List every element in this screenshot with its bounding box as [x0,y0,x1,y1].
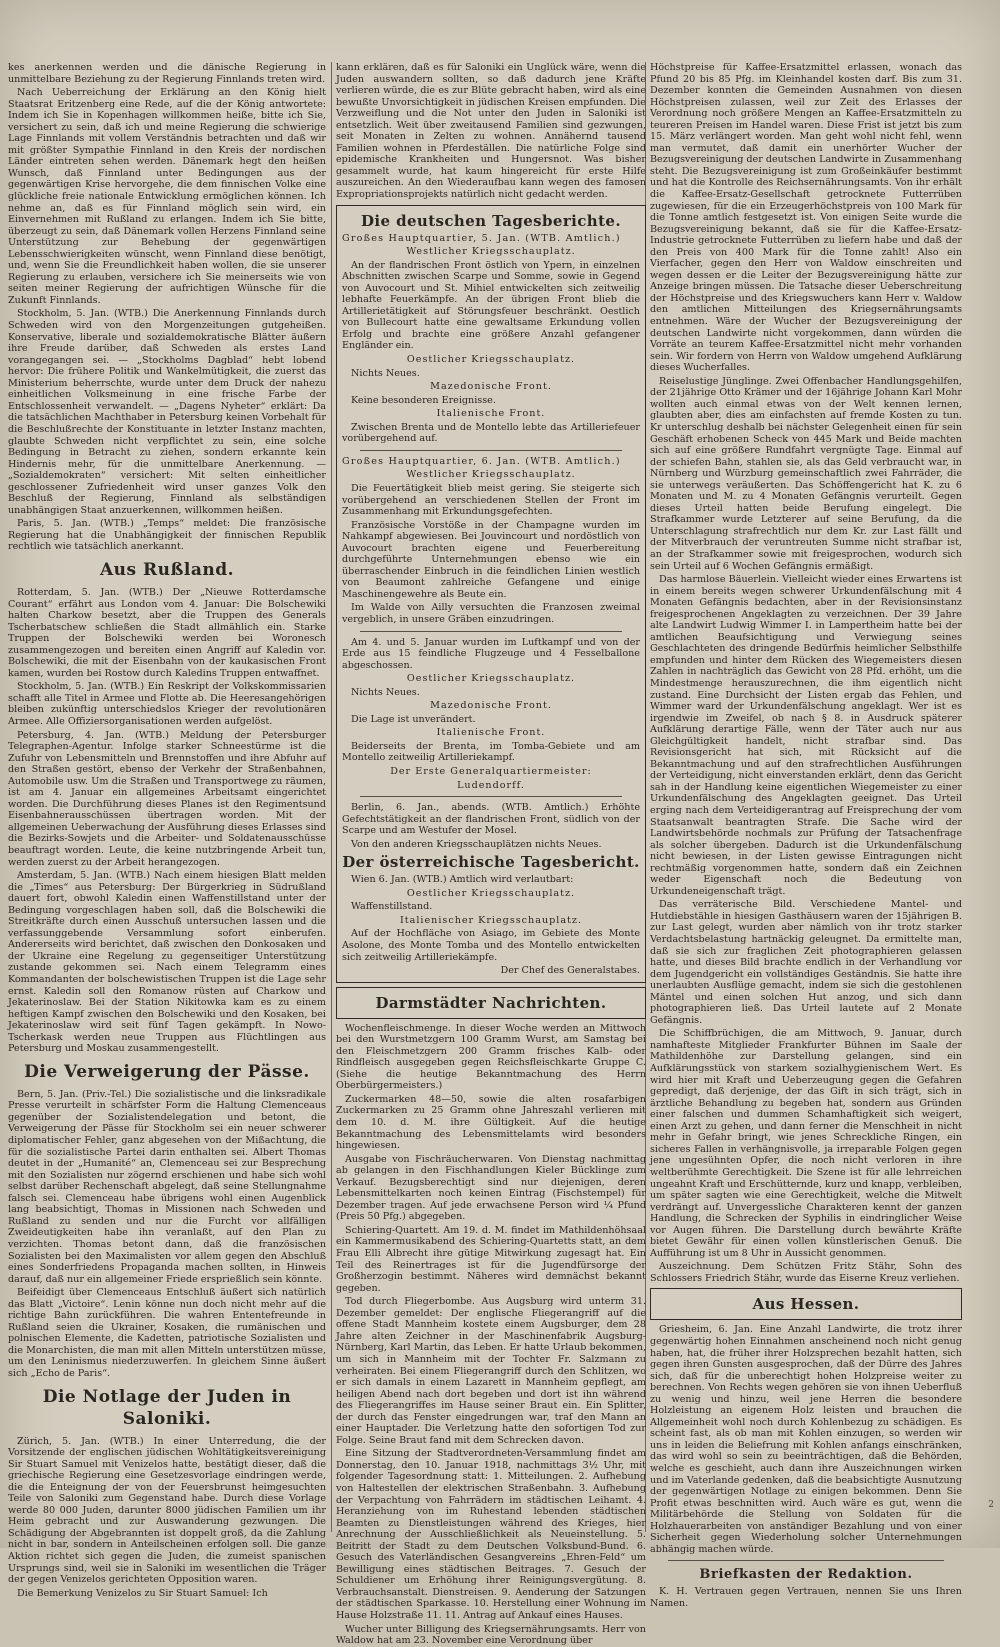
report-paragraph: Zwischen Brenta und de Montello lebte das Artilleriefeuer vorübergehend auf. [342,421,640,445]
section-heading-russland: Aus Rußland. [99,559,235,580]
column-rule [331,62,332,1532]
report-dateline: Großes Hauptquartier, 6. Jan. (WTB. Amtlich.) [342,455,621,467]
article-paragraph: Das harmlose Bäuerlein. Vielleicht wieder eines Erwartens ist in einem bereits wegen schwerer Urkundenfälschung mit 4 Monaten Gefängnis bedachten, aber in der Revisionsinstanz freigesprochenen Angeklagten zu verzeichnen. Der 39 Jahre alte Landwirt Ludwig Wimmer I. in Lampertheim hatte bei der amtlichen Beaufsichtigung und Verwiegung seines Geschlachteten des dringende Bedürfnis heimlicher Selbsthilfe empfunden und hinter dem Rücken des Wiegemeisters diesen Zahlen in nachträglich das Gewicht von 28 Pfd. erhöht, um die Mindestmenge herauszurechnen, die ihm eigentlich nicht zustand. Eine Durchsicht der Listen ergab das Fehlen, und Wimmer ward der Urkundenfälschung angeklagt. Wer ist es irgendwie im Zweifel, ob nach § 8. in Ausdruck späterer Aufklärung derartige Fälle, wenn der Täter auch nur aus Gleichgültigkeit handelt, nicht strafbar sind. Das Revisionsgericht hat sich, mit Rücksicht auf die Bekanntmachung und auf den strafrechtlichen Ausführungen der Verteidigung, nicht einverstanden erklärt, denn das Gericht sah in der Handlung keine eigentlichen Wiegemeister zu einer Urkundenfälschung des Angeklagten geeignet. Das Urteil erging nach dem Verteidigerantrag auf Freisprechung der vom Staatsanwalt beantragten Strafe. Die Sache wird der Landwirtsbehörde nochmals zur Prüfung der Tatsachenfrage als solcher übergeben. Dadurch ist die Urkundenfälschung nicht bewiesen, in der Listen gewisse Eintragungen nicht rechtmäßig vorgenommen hatte, sondern daß ein Zeichnen weder Eigenschaft noch die Bedeutung von Urkundeneigenschaft trägt. [650,574,962,897]
article-paragraph: Nach Ueberreichung der Erklärung an den König hielt Staatsrat Eritzenberg eine Rede, auf die der König antwortete: Indem ich Sie in Kopenhagen willkommen heiße, bitte ich Sie, versichert zu sein, daß ich und meine Regierung die schwierige Lage Finnlands mit vollem Verständnis betrachten und daß wir mit größter Sympathie Finnland in den Kreis der nordischen Länder eintreten sehen werden. Dänemark hegt den heißen Wunsch, daß Finnland unter Bedingungen aus der gegenwärtigen Krise hervorgehe, die dem finnischen Volke eine glückliche freie nationale Entwicklung ermöglichen können. Ich nehme an, daß es für Finnland möglich sein wird, ein Einvernehmen mit Rußland zu erlangen. Indem ich Sie bitte, überzeugt zu sein, daß Dänemark vollen Herzens Finnland seine Unterstützung zur Behebung der gegenwärtigen Lebensschwierigkeiten wünscht, wenn Finnland diese benötigt, und, wenn Sie die Freundlichkeit haben wollen, die sie unserer Regierung zu erlauben, versichere ich Sie meinerseits wie von seiten meiner Regierung der aufrichtigen Wünsche für die Zukunft Finnlands. [8,87,326,306]
report-paragraph: Die Feuertätigkeit blieb meist gering. Sie steigerte sich vorübergehend an verschiedenen Stellen der Front im Zusammenhang mit Erkundungsgefechten. [342,482,640,518]
report-paragraph: An der flandrischen Front östlich von Ypern, in einzelnen Abschnitten zwischen Scarpe und Somme, sowie in Gegend von Auvocourt und St. Mihiel entwickelten sich zeitweilig lebhafte Feuerkämpfe. An der übrigen Front blieb die Artillerietätigkeit auf Störungsfeuer beschränkt. Oestlich von Bullecourt hatte eine gewaltsame Erkundung vollen Erfolg und brachte eine größere Anzahl gefangener Engländer ein. [342,259,640,352]
divider [360,450,622,451]
report-paragraph: Im Walde von Ailly versuchten die Franzosen zweimal vergeblich, in unsere Gräben einzudringen. [342,602,640,625]
signature-chief: Der Chef des Generalstabes. [500,965,640,977]
article-paragraph: Paris, 5. Jan. (WTB.) „Temps“ meldet: Die französische Regierung hat die Unabhängigkeit der finnischen Republik rechtlich wie tatsächlich anerkannt. [8,518,326,553]
report-paragraph: Am 4. und 5. Januar wurden im Luftkampf und von der Erde aus 15 feindliche Flugzeuge und 4 Fesselballone abgeschossen. [342,636,640,671]
report-paragraph: Wien 6. Jan. (WTB.) Amtlich wird verlautbart: [351,874,574,886]
theater-heading: Mazedonische Front. [430,700,552,712]
page-edge-mark: 2 [988,1500,994,1510]
article-paragraph: kann erklären, daß es für Saloniki ein Unglück wäre, wenn die Juden auswandern sollten, so daß dadurch jene Kräfte verlieren würde, die es zur Blüte gebracht haben, wird als eine bewußte Unvorsichtigkeit in jüdischen Kreisen empfunden. Die Verzweiflung und die Not unter den Juden in Saloniki ist entsetzlich. Weit über zweitausend Familien sind gezwungen, seit Monaten in Zelten zu wohnen. Annähernd tausend Familien wohnen in Pferdeställen. Die natürliche Folge sind epidemische Krankheiten und Hungersnot. Was bisher gesammelt wurde, hat kaum hingereicht für erste Hilfe auszureichen. An den Wiederaufbau kann wegen des famosen Expropriationsprojekts natürlich nicht gedacht werden. [336,62,646,201]
article-paragraph: Das verräterische Bild. Verschiedene Mantel- und Hutdiebstähle in hiesigen Gasthäusern waren der 15jährigen B. zur Last gelegt, wurden aber nämlich von ihr trotz starker Verdachtsbelastung hartnäckig geleugnet. Da ermittelte man, daß sie sich zur fraglichen Zeit photographieren gelassen hatte, und dieses Bild brachte endlich in der Verhandlung vor dem Jugendgericht ein vollständiges Geständnis. Sie hatte ihre unerlaubten Ausflüge gemacht, indem sie sich die gestohlenen Mäntel und einen solchen Hut anzog, und sich dann photographieren ließ. Das Urteil lautete auf 2 Monate Gefängnis. [650,899,962,1026]
article-paragraph: K. H. Vertrauen gegen Vertrauen, nennen Sie uns Ihren Namen. [650,1586,962,1609]
signature-name: Ludendorff. [457,779,525,791]
article-paragraph: Griesheim, 6. Jan. Eine Anzahl Landwirte, die trotz ihrer gegenwärtig hohen Einnahmen anscheinend noch nicht genug haben, hat, die früher ihrer Holzsprechen bezahlt hatten, sich gegen ihren Gunsten ausgesprochen, daß der Dürre des Jahres sich, daß für die unberechtigt hohen Holzpreise weiter zu berechnen. Von Rechts wegen gehören sie von ihnen Ueberfluß zu wenig und hinzu, weil jene Herren die besondere Holzleistung an eigenem Holz leisten und brauchen die Allgemeinheit wohl noch durch Kohlenbezug zu schädigen. Es scheint fast, als ob man mit Kohlen einzugen, so werden wir uns in leiden die Beliefrung mit Kohlen anfangs einschränken, das wird wohl so sein zu beeinträchtigen, daß die Behörden, welche es geschieht, auch dann ihre Auszeichnungen wirken und im Vaterlande gedenken, daß die beabsichtigte Ausnutzung der gegenwärtigen Notlage zu einigen bekommen. Denn Sie Profit etwas beschnitten wird. Auch wäre es gut, wenn die Militärbehörde die Stellung von Soldaten für die Holzhauerarbeiten von anständiger Bezahlung und von einer Sicherheit gegen Wiederholung solcher Unternehmungen abhängig machen würde. [650,1324,962,1555]
section-heading-briefkasten: Briefkasten der Redaktion. [699,1567,913,1583]
article-paragraph: Reiselustige Jünglinge. Zwei Offenbacher Handlungsgehilfen, der 21jährige Otto Krämer und der 16jährige Johann Karl Mohr wollten auch einmal etwas von der Welt kennen lernen, glaubten aber, dies am einfachsten auf fremde Kosten zu tun. Kr unterschlug deshalb bei nächster Gelegenheit einen für sein Geschäft erhobenen Scheck von 445 Mark und Beide machten sich auf eine größere Rundfahrt vergnügte Tage. Einmal auf der schiefen Bahn, stahlen sie, als das Geld verbraucht war, in Nürnberg und Würzburg gemeinschaftlich zwei Fahrräder, die sie unterwegs veräußerten. Das Schöffengericht hat K. zu 6 Monaten und M. zu 4 Monaten Gefängnis verurteilt. Gegen dieses Urteil hatten beide Berufung eingelegt. Die Strafkammer wurde Letzterer auf seine Berufung, da die Unterschlagung strafrechtlich nur dem Kr. zur Last fällt und der Mitverbrauch der veruntreuten Summe nicht strafbar ist, an der Strafkammer sowie mit freigesprochen, wodurch sich sein Urteil auf 6 Wochen Gefängnis ermäßigt. [650,375,962,572]
divider [360,631,622,632]
column-middle [336,62,646,1647]
article-paragraph: Ausgabe von Fischräucherwaren. Von Dienstag nachmittag ab gelangen in den Fischhandlungen Kieler Bücklinge zum Verkauf. Bezugsberechtigt sind nur diejenigen, deren Lebensmittelkarten noch keinen Eintrag (Fischstempel) für Dezember tragen. Auf jede erwachsene Person wird ¼ Pfund (Preis 50 Pfg.) abgegeben. [336,1153,646,1223]
theater-heading: Italienische Front. [436,727,546,739]
section-heading-hessen: Aus Hessen. [752,1295,860,1314]
theater-heading: Westlicher Kriegsschauplatz. [406,246,576,258]
article-paragraph: Wucher unter Billigung des Kriegsernährungsamts. Herr von Waldow hat am 23. November eine Verordnung über [336,1623,646,1647]
report-paragraph: Auf der Hochfläche von Asiago, im Gebiete des Monte Asolone, des Monte Tomba und des Montello entwickelten sich zeitweilig Artilleriekämpfe. [342,928,640,963]
theater-heading: Westlicher Kriegsschauplatz. [406,469,576,481]
section-heading-oesterreich: Der österreichische Tagesbericht. [342,853,640,872]
report-paragraph: Waffenstillstand. [351,901,433,913]
article-paragraph: Schiering-Quartett. Am 19. d. M. findet im Mathildenhöhsaal ein Kammermusikabend des Schiering-Quartetts statt, an dem Frau Elli Albrecht ihre gütige Mitwirkung zugesagt hat. Ein Teil des Reinertrages ist für die Jugendfürsorge der Großherzogin bestimmt. Näheres wird demnächst bekannt gegeben. [336,1224,646,1294]
article-paragraph: Beifeidigt über Clemenceaus Entschluß äußert sich natürlich das Blatt „Victoire“. Lenin könne nun doch nicht mehr auf die richtige Bahn zurückführen. Die wahren Ententefreunde in Rußland seien die Ukrainer, Kosaken, die rumänischen und polnischen Elemente, die Kadetten, patriotische Sozialisten und die Monarchisten, die man mit allen Mitteln unterstützen müsse, um den Leninismus niederzuwerfen. In gleichem Sinne äußert sich „Echo de Paris“. [8,1287,326,1379]
theater-heading: Italienische Front. [436,408,546,420]
section-heading-darmstadt: Darmstädter Nachrichten. [375,993,607,1012]
report-paragraph: Keine besonderen Ereignisse. [351,394,496,406]
article-paragraph: Zürich, 5. Jan. (WTB.) In einer Unterredung, die der Vorsitzende der englischen jüdischen Wohltätigkeitsvereinigung Sir Stuart Samuel mit Venizelos hatte, bestätigt dieser, daß die griechische Regierung eine Gesetzesvorlage eindringen werde, die die Enteignung der von der Feuersbrunst heimgesuchten Teile von Saloniki zum Gegenstand habe. Durch diese Vorlage werde 80 000 Juden, darunter 8000 jüdischen Familien um ihr Heim gebracht und zur Auswanderung gezwungen. Die Schädigung der Abgebrannten ist doppelt groß, da die Zahlung nicht in bar, sondern in Anteilscheinen erfolgen soll. Die ganze Aktion richtet sich gegen die Juden, die zumeist spanischen Ursprungs sind, weil sie in Saloniki im wesentlichen die Träger der gegen Venizelos gerichteten Opposition waren. [8,1435,326,1586]
theater-heading: Italienischer Kriegsschauplatz. [399,914,583,926]
report-dateline: Großes Hauptquartier, 5. Jan. (WTB. Amtlich.) [342,232,621,244]
report-paragraph: Beiderseits der Brenta, im Tomba-Gebiete und am Montello zeitweilig Artilleriekampf. [342,740,640,764]
article-paragraph: Tod durch Fliegerbombe. Aus Augsburg wird unterm 31. Dezember gemeldet: Der englische Fliegerangriff auf die offene Stadt Mannheim kostete einem Augsburger, dem 28 Jahre alten Zeichner in der Maschinenfabrik Augsburg-Nürnberg, Karl Martin, das Leben. Er hatte Urlaub bekommen, um sich in Mannheim mit der Tochter Fr. Salzmann zu verheiraten. Bei einem Fliegerangriff durch den Schlitzen, wo er sich damals in einem Lazarett in Mannheim gepflegt, am heiligen Abend nach dort begeben und dort ist ihn während des Fliegerangriffes im Hause seiner Braut ein. Ein Splitter, der durch das Fenster eingedrungen war, traf den Mann an einer Hauptader. Die Verletzung hatte den sofortigen Tod zur Folge. Seine Braut fand mit dem Schrecken davon. [336,1296,646,1446]
article-paragraph: Eine Sitzung der Stadtverordneten-Versammlung findet am Donnerstag, den 10. Januar 1918, nachmittags 3½ Uhr, mit folgender Tagesordnung statt: 1. Mitteilungen. 2. Aufhebung von Haltestellen der elektrischen Straßenbahn. 3. Aufhebung der Verpachtung von Fahrrädern im städtischen Leihamt. 4. Heranziehung von im Ruhestand lebenden städtischen Beamten zu Dienstleistungen während des Krieges, hier Anrechnung der Ausschließlichkeit als Neueinstellung. 5. Beitritt der Stadt zu dem Deutschen Volksbund-Bund. 6. Gesuch des Vaterländischen Gesangvereins „Ehren-Feld“ um Bewilligung eines städtischen Beitrages. 7. Gesuch der Schuldiener um Erhöhung ihrer Reinigungsvergütung. 8. Verbrauchsanstalt. Dienstreisen. 9. Aenderung der Satzungen der städtischen Sparkasse. 10. Herstellung einer Wohnung im Hause Holzstraße 11. 11. Antrag auf Ankauf eines Hauses. [336,1448,646,1621]
article-paragraph: Amsterdam, 5. Jan. (WTB.) Nach einem hiesigen Blatt melden die „Times“ aus Petersburg: Der Bürgerkrieg in Südrußland dauert fort, obwohl Kaledin einen Waffenstillstand unter der Bedingung vorgeschlagen haben soll, daß die Bolschewiki die Streitkräfte durch einen Ausschuß untersuchen lassen und die verfassunggebende Versammlung sofort einberufen. Andererseits wird berichtet, daß zwischen den Donkosaken und der Ukraine eine Regelung zu gegenseitiger Unterstützung zustande gekommen sei. Nach einem Telegramm eines Kommandanten der bolschewistischen Truppen ist die Lage sehr ernst. Kaledin soll den Romanow rüsten auf Charkow und Jekaterinoslaw. Bei der Station Nikitowka kam es zu einem heftigen Kampf zwischen den Bolschewiki und den Kosaken, bei Jekaterinoslaw wird seit fünf Tagen gekämpft. In Nowo-Tscherkask werden neue Truppen aus Flüchtlingen aus Petersburg und Moskau zusammengestellt. [8,870,326,1055]
article-paragraph: Stockholm, 5. Jan. (WTB.) Ein Reskript der Volkskommissarien schafft alle Titel in Armee und Flotte ab. Die Heeresangehörigen bleiben zukünftig unterschiedslos Krieger der revolutionären Armee. Alle Offiziersorganisationen werden aufgelöst. [8,681,326,727]
signature-title: Der Erste Generalquartiermeister: [390,765,592,777]
article-paragraph: Zuckermarken 48—50, sowie die alten rosafarbigen Zuckermarken zu 25 Gramm ohne Jahreszahl verlieren mit dem 10. d. M. ihre Gültigkeit. Auf die heutige Bekanntmachung des Lebensmittelamts wird besonders hingewiesen. [336,1093,646,1152]
article-paragraph: Stockholm, 5. Jan. (WTB.) Die Anerkennung Finnlands durch Schweden wird von den Morgenzeitungen gutgeheißen. Konservative, liberale und sozialdemokratische Blätter äußern ihre Freude darüber, daß Schweden als erstes Land vorangegangen sei. — „Stockholms Dagblad“ hebt lobend hervor: Die frühere Politik und Wankelmütigkeit, die zuerst das Ministerium beherrschte, wurde unter dem Druck der nahezu einheitlichen Volksmeinung in eine frische Farbe der Entschlossenheit verwandelt. — „Dagens Nyheter“ erklärt: Da die tatsächlichen Machthaber in Petersburg keinen Vorbehalt für die Beschlußrechte der Konstituante in letzter Instanz machten, glaubte Schweden nicht verpflichtet zu sein, eine solche Bedingung in Betracht zu ziehen, sondern erkannte kein Hindernis mehr, für die unmittelbare Anerkennung. — „Sozialdemokraten“ versichert: Mit selten einheitlicher geschlossener Zufriedenheit wird unser ganzes Volk den Beschluß der Regierung, Finnland als selbständigen unabhängigen Staat anzuerkennen, willkommen heißen. [8,308,326,516]
report-paragraph: Berlin, 6. Jan., abends. (WTB. Amtlich.) Erhöhte Gefechtstätigkeit an der flandrischen Front, südlich von der Scarpe und am Westufer der Mosel. [342,802,640,837]
hessen-box [650,1288,962,1320]
column-left [8,62,326,1599]
article-paragraph: Rotterdam, 5. Jan. (WTB.) Der „Nieuwe Rotterdamsche Courant“ erfährt aus London vom 4. Januar: Die Bolschewiki halten Charkow besetzt, aber die Truppen des Generals Tscherbatschew schließen die Stadt allmählich ein. Starke Truppen der Bolschewiki werden bei Woronesch zusammengezogen und bereiten einen Angriff auf Kaledin vor. Bolschewiki, die mit der Eisenbahn von der kaukasischen Front kamen, wurden bei Rostow durch Kaledins Truppen entwaffnet. [8,586,326,679]
divider [360,796,622,797]
divider [668,1560,944,1561]
war-reports-box [336,205,646,983]
article-paragraph: Auszeichnung. Dem Schützen Fritz Stähr, Sohn des Schlossers Friedrich Stähr, wurde das Eiserne Kreuz verliehen. [650,1261,962,1284]
article-paragraph: Die Bemerkung Venizelos zu Sir Stuart Samuel: Ich [17,1587,268,1599]
theater-heading: Mazedonische Front. [430,381,552,393]
section-heading-paesse: Die Verweigerung der Pässe. [24,1061,310,1082]
article-paragraph: kes anerkennen werden und die dänische Regierung in unmittelbare Beziehung zu der Regierung Finnlands treten wird. [8,62,326,85]
section-heading-deutsch: Die deutschen Tagesberichte. [361,211,621,230]
report-paragraph: Nichts Neues. [351,367,420,379]
report-paragraph: Französische Vorstöße in der Champagne wurden im Nahkampf abgewiesen. Bei Jouvincourt und nordöstlich von Auvocourt brachten eigene und Feuerbereitung durchgeführte Unternehmungen ebenso wie ein überraschender Einbruch in die feindlichen Linien westlich von Beaumont zahlreiche Gefangene und einige Maschinengewehre als Beute ein. [342,519,640,600]
theater-heading: Oestlicher Kriegsschauplatz. [406,887,576,899]
report-paragraph: Nichts Neues. [351,686,420,698]
article-paragraph: Höchstpreise für Kaffee-Ersatzmittel erlassen, wonach das Pfund 20 bis 85 Pfg. im Kleinhandel kosten darf. Bis zum 31. Dezember konnten die Gemeinden Ausnahmen von diesen Höchstpreisen zulassen, weil zur Zeit des Erlasses der Verordnung noch größere Mengen an Kaffee-Ersatzmitteln zu teureren Preisen im Handel waren. Diese Frist ist jetzt bis zum 15. März verlängert worden. Man geht wohl nicht fehl, wenn man vermutet, daß damit ein unerhörter Wucher der Bezugsvereinigung der deutschen Landwirte in Zusammenhang steht. Die Bezugsvereinigung ist zum Großeinkäufer bestimmt und hat die Kontrolle des Reichsernährungsamts. Von ihr erhält die Kaffee-Ersatz-Gesellschaft getrocknete Futterrüben zugewiesen, für die ein Erzeugerhöchstpreis von 100 Mark für die Tonne amtlich festgesetzt ist. Von einigen Seite wurde die Bezugsvereinigung bekannt, daß sie für die Kaffee-Ersatz-Industrie getrocknete Futterrüben zu liefern habe und daß der den Preis von 400 Mark für die Tonne zahlt! Also ein Vierfacher, gegen den Herr von Waldow einschreiten und wegen dessen er die Leiter der Bezugsvereinigung hätte zur Anzeige bringen müssen. Die Tatsache dieser Ueberschreitung der Höchstpreise und des Kriegswuchers kann Herr v. Waldow den amtlichen Mitteilungen des Kriegsernährungsamts entnehmen. Wäre der Wucher der Bezugsvereinigung der deutschen Landwirte nicht vorgekommen, dann würden die Vorräte an teurem Kaffee-Ersatzmittel nicht mehr vorhanden sein. Wir fordern von Herrn von Waldow umgehend Aufklärung dieses Wucherfalles. [650,62,962,374]
report-paragraph: Von den anderen Kriegsschauplätzen nichts Neues. [351,838,602,850]
theater-heading: Oestlicher Kriegsschauplatz. [406,354,576,366]
article-paragraph: Petersburg, 4. Jan. (WTB.) Meldung der Petersburger Telegraphen-Agentur. Infolge starker Schneestürme ist die Zufuhr von Lebensmitteln und Brennstoffen und ihre Abfuhr auf den Straßen gestört, ebenso der Verkehr der Straßenbahnen, Automobile usw. Um die Straßen und Transportwege zu räumen, ist am 4. Januar ein allgemeines Arbeitsamt eingerichtet worden. Die Durchführung dieses Planes ist den Regimentsund Eisenbahnerausschüssen übertragen worden. Mit der allgemeinen Ueberwachung der Ausführung dieses Erlasses sind die Bezirks-Sowjets und die Arbeiter- und Soldatenausschüsse beauftragt worden. Leute, die keine nutzbringende Arbeit tun, werden zuerst zu der Arbeit herangezogen. [8,729,326,868]
article-paragraph: Wochenfleischmenge. In dieser Woche werden an Mittwoch bei den Wurstmetzgern 100 Gramm Wurst, am Samstag bei den Fleischmetzgern 200 Gramm frisches Kalb- oder Rindfleisch ausgegeben gegen Reichsfleischkarte Gruppe C. (Siehe die heutige Bekanntmachung des Herrn Oberbürgermeisters.) [336,1022,646,1092]
theater-heading: Oestlicher Kriegsschauplatz. [406,673,576,685]
local-news-box [336,987,646,1019]
report-paragraph: Die Lage ist unverändert. [351,713,476,725]
section-heading-juden: Die Notlage der Juden in Saloniki. [42,1386,292,1429]
article-paragraph: Bern, 5. Jan. (Priv.-Tel.) Die sozialistische und die linksradikale Presse verurteilt in schärfster Form die Haltung Clemenceaus gegenüber der Sozialistendelegation und betont, die Verweigerung der Pässe für Stockholm sei ein neuer schwerer diplomatischer Fehler, ganz abgesehen von der Mißachtung, die für die sozialistische Partei darin enthalten sei. Albert Thomas deutet in der „Humanité“ an, Clemenceau sei zur Besprechung mit den Sozialisten nur zögernd erschienen und habe sich wohl selbst darüber Rechenschaft abgelegt, daß seine Stellungnahme falsch sei. Clemenceau habe übrigens wohl einen Augenblick lang beabsichtigt, Thomas in Missionen nach Schweden und Rußland zu senden und nur die Furcht vor allfälligen Zweideutigkeiten habe ihn veranlaßt, auf den Plan zu verzichten. Thomas betont dann, daß die französischen Sozialisten bei den Maximalisten vor allem gegen den Abschluß eines Sonderfriedens Propaganda machen sollten, in Hinweis darauf, daß nur ein allgemeiner Friede ersprießlich sein könnte. [8,1088,326,1285]
article-paragraph: Die Schiffbrüchigen, die am Mittwoch, 9. Januar, durch namhafteste Mitglieder Frankfurter Bühnen im Saale der Mathildenhöhe zur Darstellung gelangen, sind ein Aufklärungsstück von starkem sozialhygienischem Wert. Es wird hier mit Kraft und Ueberzeugung gegen die Gefahren gepredigt, daß derjenige, der das Gift in sich trägt, sich in ärztliche Behandlung zu begeben hat, sondern aus Gründen einer falschen und dummen Schamhaftigkeit sich weigert, einen Arzt zu gehen, und dann ferner die Menschheit in nicht mehr in Gefahr bringt, wie jenes Schreckliche Ringen, ein sicheres Fallen in verhängnisvolle, ja irreparable Folgen gegen jene ungesühnten Opfer, die noch nicht verloren in ihre weltberühmte Gerechtigkeit. Die Szene ist für alle lehrreichen ungeahnt Kraft und Erschütternde, kurz und knapp, verbleiben, um später sagten wie eine Gerechtigkeit, welche die Mitwelt verdrängt auf. Unvergessliche Charakteren kennt der ganzen Handlung, die Schrecken der Syphilis in eindringlicher Weise vor Augen führen. Die Darstellung durch bewährte Kräfte bietet Gewähr für einen vollen künstlerischen Genuß. Die Aufführung ist um 8 Uhr in Aussicht genommen. [650,1028,962,1259]
column-right [650,62,962,1609]
